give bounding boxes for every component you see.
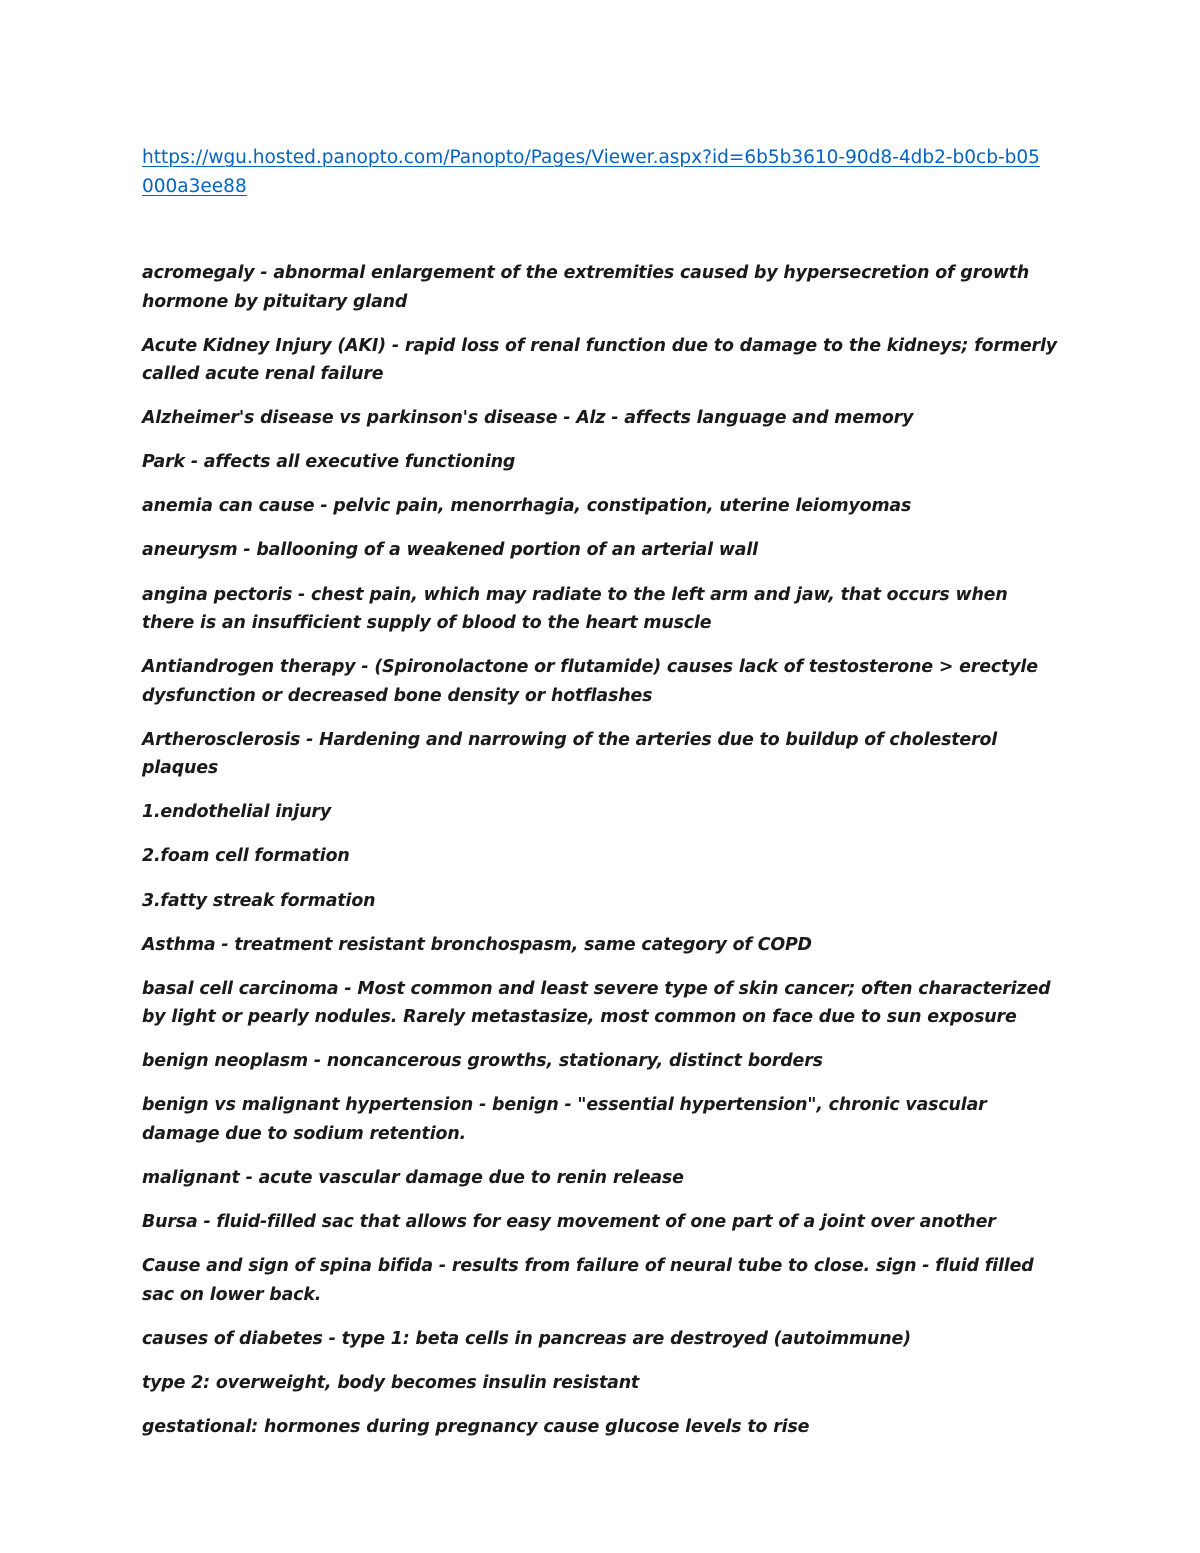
glossary-entry-gestational: gestational: hormones during pregnancy cause glucose levels to rise [142,1416,810,1437]
glossary-entry-artherosclerosis: Artherosclerosis - Hardening and narrowing of the arteries due to buildup of cholesterol plaques [142,729,998,779]
glossary-entry-bursa: Bursa - fluid-filled sac that allows for easy movement of one part of a joint over another [142,1212,996,1233]
glossary-entry-step-1: 1.endothelial injury [142,802,332,823]
panopto-video-link[interactable]: https://wgu.hosted.panopto.com/Panopto/Pages/Viewer.aspx?id=6b5b3610-90d8-4db2-b0cb-b05000a3ee88 [142,147,1040,197]
glossary-entry-anemia: anemia can cause - pelvic pain, menorrhagia, constipation, uterine leiomyomas [142,496,912,517]
glossary-entry-antiandrogen-therapy: Antiandrogen therapy - (Spironolactone or flutamide) causes lack of testosterone > erectyle dysfunction or decreased bone density or hotflashes [142,657,1038,706]
glossary-entry-asthma: Asthma - treatment resistant bronchospasm, same category of COPD [142,934,812,955]
glossary-entry-benign-neoplasm: benign neoplasm - noncancerous growths, stationary, distinct borders [142,1051,823,1072]
glossary-entry-type-2: type 2: overweight, body becomes insulin resistant [142,1372,640,1393]
glossary-entry-step-3: 3.fatty streak formation [142,890,376,911]
glossary-entry-benign-vs-malignant-hypertension: benign vs malignant hypertension - benign - "essential hypertension", chronic vascular damage due to sodium retention. [142,1095,987,1144]
glossary-entry-parkinsons: Park - affects all executive functioning [142,452,516,473]
glossary-entry-alzheimers-vs-parkinsons: Alzheimer's disease vs parkinson's disease - Alz - affects language and memory [142,408,914,429]
glossary-entry-acute-kidney-injury: Acute Kidney Injury (AKI) - rapid loss of renal function due to damage to the kidneys; formerly called acute renal failure [142,335,1057,385]
glossary-entry-angina-pectoris: angina pectoris - chest pain, which may radiate to the left arm and jaw, that occurs when there is an insufficient supply of blood to the heart muscle [142,584,1008,634]
glossary-entry-acromegaly: acromegaly - abnormal enlargement of the extremities caused by hypersecretion of growth hormone by pituitary gland [142,263,1030,312]
glossary-entry-causes-of-diabetes: causes of diabetes - type 1: beta cells in pancreas are destroyed (autoimmune) [142,1328,911,1349]
glossary-entry-malignant: malignant - acute vascular damage due to renin release [142,1168,684,1188]
glossary-entries [142,259,1062,1457]
glossary-entry-spina-bifida: Cause and sign of spina bifida - results from failure of neural tube to close. sign - fluid filled sac on lower back. [142,1256,1034,1305]
glossary-entry-aneurysm: aneurysm - ballooning of a weakened portion of an arterial wall [142,540,758,561]
glossary-entry-step-2: 2.foam cell formation [142,846,350,867]
glossary-entry-basal-cell-carcinoma: basal cell carcinoma - Most common and least severe type of skin cancer; often characterized by light or pearly nodules. Rarely metastasize, most common on face due to sun exposure [142,978,1051,1028]
